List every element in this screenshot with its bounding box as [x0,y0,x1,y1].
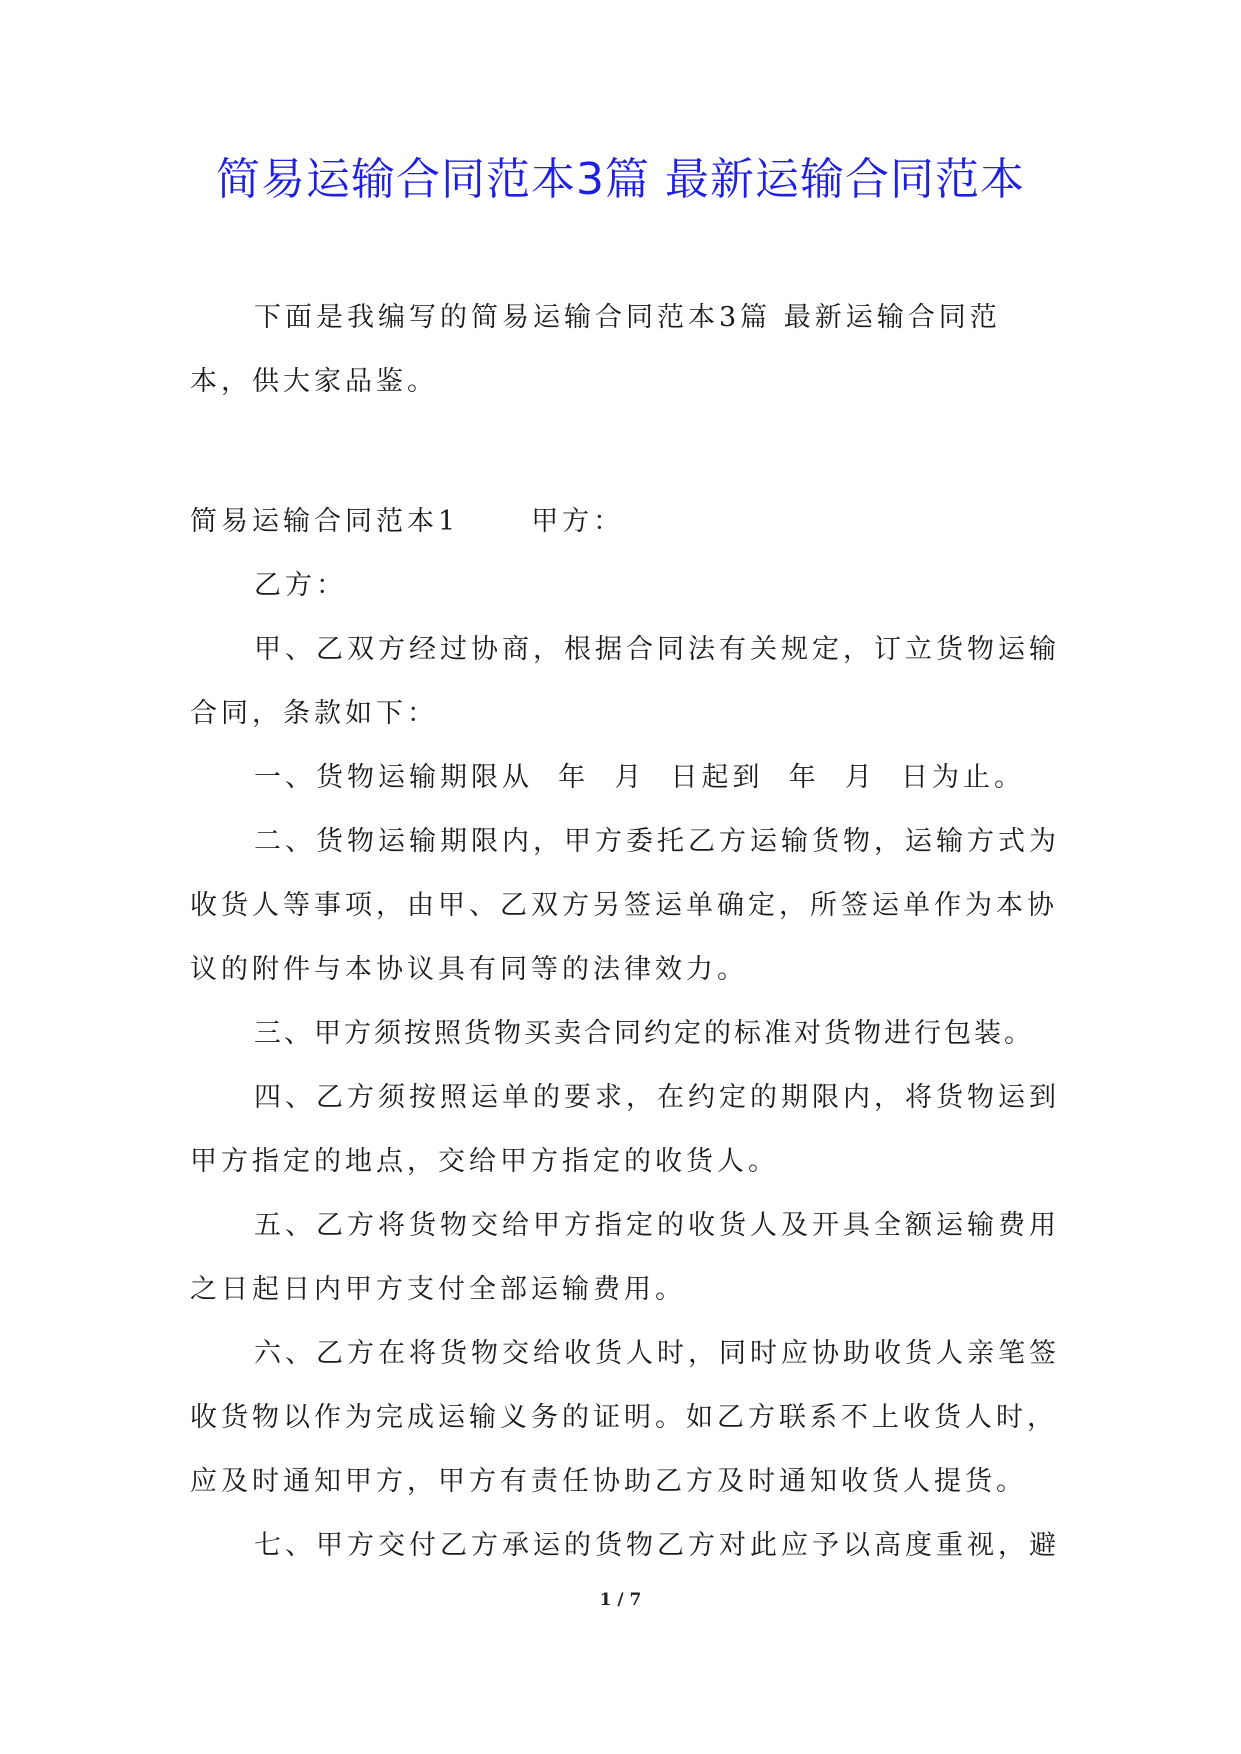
document-title: 简易运输合同范本3篇 最新运输合同范本 [216,154,1025,205]
clause-paragraph: 六、乙方在将货物交给收货人时，同时应协助收货人亲笔签收货物以作为完成运输义务的证明。如乙方联系不上收货人时，应及时通知甲方，甲方有责任协助乙方及时通知收货人提货。 [190,1338,1060,1497]
clause-paragraph: 七、甲方交付乙方承运的货物乙方对此应予以高度重视，避 [254,1530,1060,1561]
clause-paragraph: 一、货物运输期限从 年 月 日起到 年 月 日为止。 [254,762,1025,793]
intro-paragraph: 下面是我编写的简易运输合同范本3篇 最新运输合同范本，供大家品鉴。 [190,302,1001,397]
clause-paragraph: 五、乙方将货物交给甲方指定的收货人及开具全额运输费用之日起日内甲方支付全部运输费用。 [190,1210,1060,1305]
clause-paragraph: 二、货物运输期限内，甲方委托乙方运输货物，运输方式为收货人等事项，由甲、乙双方另签运单确定，所签运单作为本协议的附件与本协议具有同等的法律效力。 [190,826,1060,985]
page-indicator: 1 / 7 [599,1590,642,1610]
clause-paragraph: 四、乙方须按照运单的要求，在约定的期限内，将货物运到甲方指定的地点，交给甲方指定的收货人。 [190,1082,1060,1177]
clause-paragraph: 三、甲方须按照货物买卖合同约定的标准对货物进行包装。 [254,1018,1034,1049]
document-body [190,286,1061,1578]
section-heading: 简易运输合同范本1 [190,506,460,537]
party-b-label: 乙方： [254,570,347,601]
party-a-label: 甲方： [531,506,625,537]
clause-paragraph: 甲、乙双方经过协商，根据合同法有关规定，订立货物运输合同，条款如下： [190,634,1060,729]
spacer [190,414,1061,490]
section-heading-row [190,490,1061,554]
